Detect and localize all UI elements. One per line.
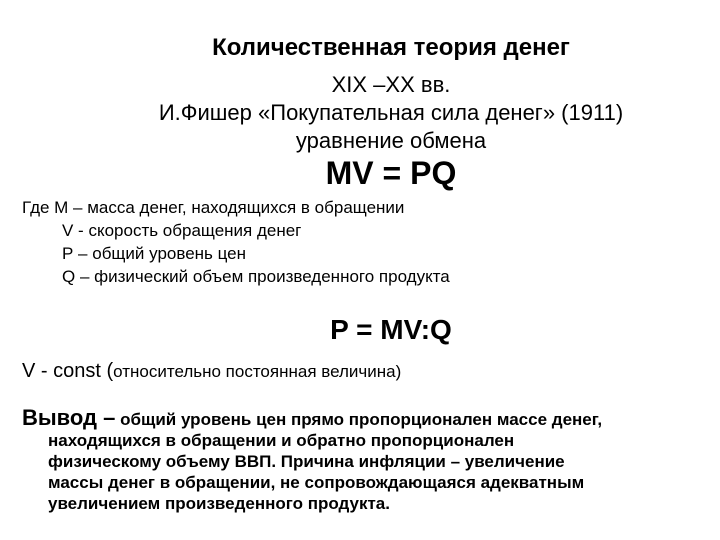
fisher-reference: И.Фишер «Покупательная сила денег» (1911): [158, 100, 624, 125]
const-lead: V - const (: [22, 360, 114, 382]
conclusion-line-2: находящихся в обращении и обратно пропорционален: [48, 431, 515, 450]
conclusion-block: [22, 407, 702, 514]
conclusion-line-5: увеличением произведенного продукта.: [48, 494, 390, 513]
definition-m: Где М – масса денег, находящихся в обращении: [22, 198, 405, 217]
period-line: XIX –XX вв.: [331, 72, 451, 97]
definition-v: V - скорость обращения денег: [62, 221, 302, 240]
conclusion-line-3: физическому объему ВВП. Причина инфляции – увеличение: [48, 452, 565, 471]
conclusion-line-1: общий уровень цен прямо пропорционален массе денег,: [115, 410, 603, 429]
price-formula: P = MV:Q: [330, 314, 452, 345]
velocity-constant-line: [22, 360, 401, 383]
variable-definitions: [22, 196, 450, 288]
equation-name: уравнение обмена: [295, 128, 487, 153]
exchange-equation: MV = PQ: [325, 155, 457, 191]
const-explanation: относительно постоянная величина): [113, 362, 402, 381]
definition-q: Q – физический объем произведенного продукта: [62, 267, 450, 286]
conclusion-line-4: массы денег в обращении, не сопровождающаяся адекватным: [48, 473, 585, 492]
definition-p: Р – общий уровень цен: [62, 244, 247, 263]
slide-title: Количественная теория денег: [212, 34, 570, 61]
conclusion-heading: Вывод –: [22, 405, 116, 430]
